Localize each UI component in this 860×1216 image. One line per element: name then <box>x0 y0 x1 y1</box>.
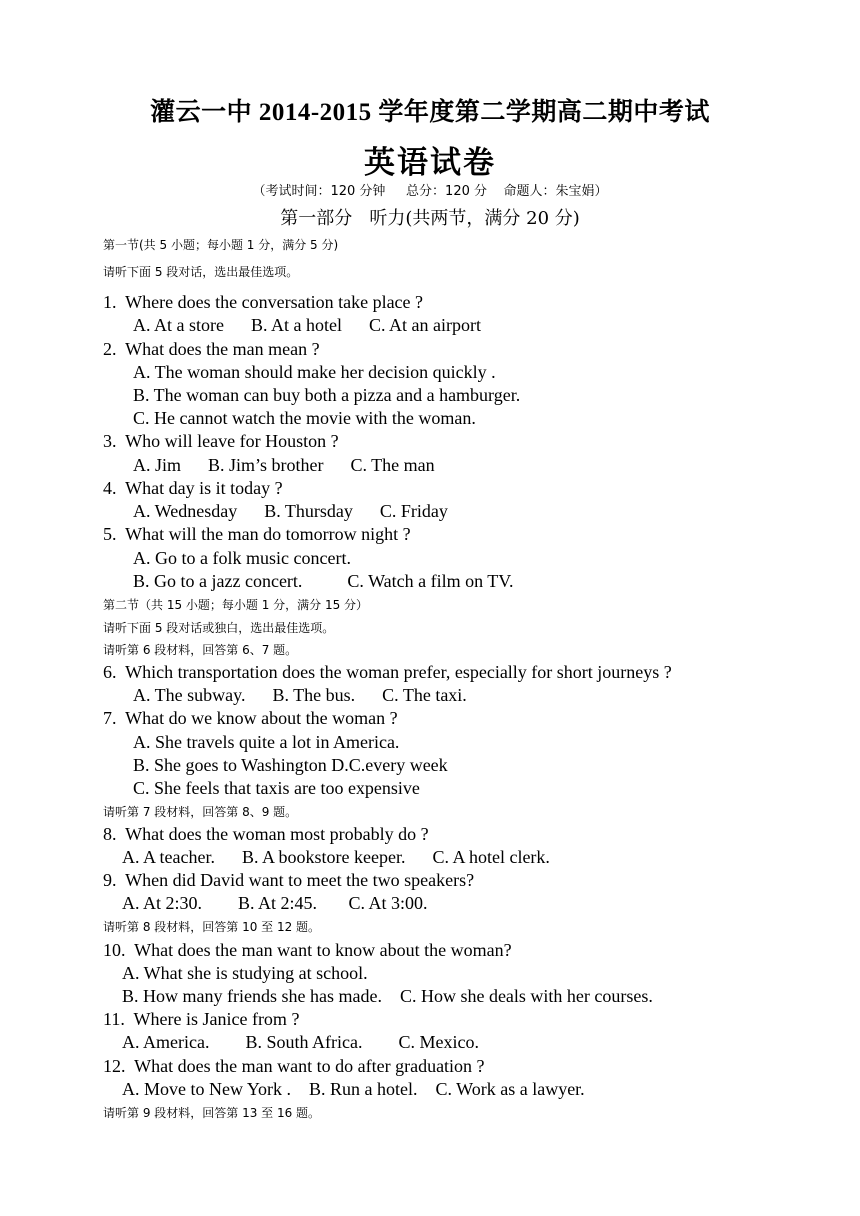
question-8-options: A. A teacher. B. A bookstore keeper. C. A hotel clerk. <box>122 847 550 867</box>
question-10: 10. What does the man want to know about the woman? <box>103 940 512 960</box>
question-4-options: A. Wednesday B. Thursday C. Friday <box>133 501 448 521</box>
question-9-options: A. At 2:30. B. At 2:45. C. At 3:00. <box>122 893 428 913</box>
question-2: 2. What does the man mean ? <box>103 339 320 359</box>
question-2-option-c: C. He cannot watch the movie with the woman. <box>133 408 476 428</box>
material-9-note: 请听第 9 段材料，回答第 13 至 16 题。 <box>103 1106 321 1120</box>
question-7-option-a: A. She travels quite a lot in America. <box>133 732 400 752</box>
question-5-option-a: A. Go to a folk music concert. <box>133 548 351 568</box>
question-12: 12. What does the man want to do after graduation ? <box>103 1056 485 1076</box>
question-6-options: A. The subway. B. The bus. C. The taxi. <box>133 685 467 705</box>
school-exam-title: 灌云一中 2014-2015 学年度第二学期高二期中考试 <box>150 99 710 126</box>
question-8: 8. What does the woman most probably do ? <box>103 824 429 844</box>
question-10-options-bc: B. How many friends she has made. C. How she deals with her courses. <box>122 986 653 1006</box>
question-2-option-b: B. The woman can buy both a pizza and a hamburger. <box>133 385 521 405</box>
question-2-option-a: A. The woman should make her decision quickly . <box>133 362 496 382</box>
question-1-options: A. At a store B. At a hotel C. At an airport <box>133 315 481 335</box>
question-6: 6. Which transportation does the woman prefer, especially for short journeys ? <box>103 662 672 682</box>
section1-heading: 第一节(共 5 小题；每小题 1 分，满分 5 分) <box>103 238 339 252</box>
question-10-option-a: A. What she is studying at school. <box>122 963 368 983</box>
question-1: 1. Where does the conversation take place ? <box>103 292 424 312</box>
question-5-options-bc: B. Go to a jazz concert. C. Watch a film on TV. <box>133 571 514 591</box>
question-11-options: A. America. B. South Africa. C. Mexico. <box>122 1032 479 1052</box>
material-8-note: 请听第 8 段材料，回答第 10 至 12 题。 <box>103 920 321 934</box>
question-3: 3. Who will leave for Houston ? <box>103 431 339 451</box>
exam-meta-info: （考试时间：120 分钟 总分：120 分 命题人：朱宝娟） <box>252 184 608 199</box>
section2-instruction: 请听下面 5 段对话或独白，选出最佳选项。 <box>103 621 335 635</box>
section2-heading: 第二节（共 15 小题；每小题 1 分，满分 15 分） <box>103 598 369 612</box>
question-11: 11. Where is Janice from ? <box>103 1009 300 1029</box>
part-one-title: 第一部分 听力(共两节，满分 20 分) <box>280 208 580 229</box>
question-7: 7. What do we know about the woman ? <box>103 708 398 728</box>
section1-instruction: 请听下面 5 段对话，选出最佳选项。 <box>103 265 299 279</box>
material-6-note: 请听第 6 段材料，回答第 6、7 题。 <box>103 643 298 657</box>
question-7-option-b: B. She goes to Washington D.C.every week <box>133 755 448 775</box>
question-7-option-c: C. She feels that taxis are too expensive <box>133 778 420 798</box>
question-12-options: A. Move to New York . B. Run a hotel. C. Work as a lawyer. <box>122 1079 585 1099</box>
question-5: 5. What will the man do tomorrow night ? <box>103 524 411 544</box>
question-3-options: A. Jim B. Jim’s brother C. The man <box>133 455 435 475</box>
paper-title: 英语试卷 <box>364 145 496 180</box>
question-9: 9. When did David want to meet the two speakers? <box>103 870 475 890</box>
material-7-note: 请听第 7 段材料，回答第 8、9 题。 <box>103 805 298 819</box>
question-4: 4. What day is it today ? <box>103 478 283 498</box>
